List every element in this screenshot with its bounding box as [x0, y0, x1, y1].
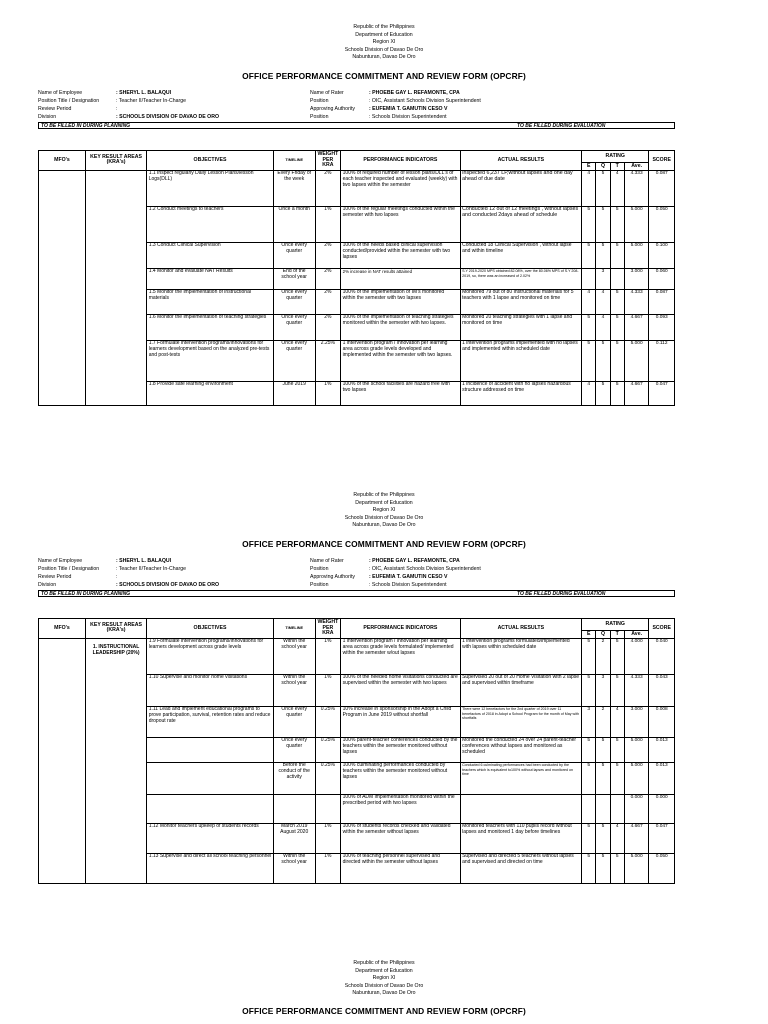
col-e: E [582, 163, 596, 171]
table-row [39, 170, 675, 206]
timeline-cell: Within the school year [273, 853, 315, 883]
result-cell: Conducted 6 culminating performances had been conducted by the teachers which is equivalent to100% without lapses and monitored on time [460, 762, 581, 794]
weight-cell: 2% [315, 268, 341, 289]
position-value: : Teacher II/Teacher In-Charge [116, 565, 186, 572]
period-label: Review Period [38, 573, 72, 580]
result-cell: Monitored 79 out of 80 Instructional materials for 5 teachers with 1 lapse and monitored on time [460, 289, 581, 314]
result-cell [460, 794, 581, 823]
timeline-cell: Before the conduct of the activity [273, 762, 315, 794]
opcrf-table-2 [38, 618, 675, 884]
header-line: Department of Education [355, 967, 413, 974]
objective-cell: 1.5 Monitor the implementation of instructional materials [147, 289, 274, 314]
rater-name-value: : PHOEBE GAY L. REFAMONTE, CPA [369, 89, 460, 96]
employee-name-value: : SHERYL L. BALAQUI [116, 557, 172, 564]
header-line: Region XI [372, 975, 396, 982]
result-cell: Monitored 20 teaching strategies with 1 lapse and monitored on time [460, 314, 581, 340]
approving-value: : EUFEMIA T. GAMUTIN CESO V [369, 573, 448, 580]
weight-cell: 1% [315, 206, 341, 242]
kra-cell [85, 638, 146, 883]
rating-q-cell: 2 [596, 638, 610, 674]
result-cell: 1 intervention programs formulated/implemented with lapses within scheduled date [460, 638, 581, 674]
rating-q-cell: 4 [596, 289, 610, 314]
header-line: Department of Education [355, 499, 413, 506]
score-cell: 0.050 [649, 206, 675, 242]
rating-e-cell: 5 [582, 762, 596, 794]
col-ave: Ave. [624, 631, 649, 639]
rating-t-cell: 5 [610, 242, 624, 268]
col-weight: WEIGHT PER KRA [315, 151, 341, 171]
indicator-cell: 100% of required number of lesson plans/DLL's of each teacher inspected and evaluated (weekly) with two lapses within the semester [341, 170, 460, 206]
kra-cell [85, 170, 146, 405]
score-cell: 0.093 [649, 314, 675, 340]
indicator-cell: 100% of the needs based clinical supervision conducted/provided within the semester with two lapses [341, 242, 460, 268]
rating-q-cell: 5 [596, 381, 610, 405]
indicator-cell: 100% of the school facilities are hazard free with two lapses [341, 381, 460, 405]
weight-cell: 2.25% [315, 340, 341, 381]
page-header [0, 960, 768, 998]
result-cell: S.Y 2019-2020 MPS obtained 82.08%, over the 80.06% MPS of S.Y 208-2019, so, there was an increased of 2.02% [460, 268, 581, 289]
period-label: Review Period [38, 105, 72, 112]
header-line: Schools Division of Davao De Oro [344, 982, 424, 989]
form-title: OFFICE PERFORMANCE COMMITMENT AND REVIEW FORM (OPCRF) [242, 1005, 526, 1016]
indicator-cell: 100% of the implementation of teaching strategies monitored within the semester with two lapses. [341, 314, 460, 340]
header-line: Republic of the Philippines [353, 960, 415, 966]
rating-e-cell: 3 [582, 706, 596, 737]
rating-q-cell: 5 [596, 823, 610, 853]
header-line: Nabunturan, Davao De Oro [352, 990, 416, 997]
planning-evaluation-bar [38, 122, 675, 129]
rating-t-cell: 5 [610, 638, 624, 674]
objective-cell: 1.9 Formulate intervention programs/innovations for learners development across grade levels [147, 638, 274, 674]
indicator-cell: 100% of students records checked and validated within the semester without lapses [341, 823, 460, 853]
header-line: Department of Education [355, 31, 413, 38]
rating-ave-cell: 5.000 [624, 340, 649, 381]
rating-q-cell: 4 [596, 314, 610, 340]
timeline-cell: Once every quarter [273, 289, 315, 314]
rating-t-cell: 5 [610, 737, 624, 762]
rating-t-cell: 5 [610, 853, 624, 883]
indicator-cell: 100% of teaching personnel supervised and directed within the semester without lapses [341, 853, 460, 883]
col-results: ACTUAL RESULTS [460, 151, 581, 171]
col-q: Q [596, 163, 610, 171]
rater-name-label: Name of Rater [310, 557, 344, 564]
form-page-1 [0, 24, 768, 134]
timeline-cell: Once every quarter [273, 737, 315, 762]
col-t: T [610, 631, 624, 639]
header-line: Nabunturan, Davao De Oro [352, 522, 416, 529]
rating-t-cell: 5 [610, 381, 624, 405]
table-2-body [39, 638, 675, 883]
weight-cell: 2% [315, 170, 341, 206]
result-cell: Inspected 6,237 LP,without lapses and one day ahead of due date [460, 170, 581, 206]
rating-q-cell: 5 [596, 170, 610, 206]
rating-ave-cell: 4.667 [624, 314, 649, 340]
rating-t-cell: 5 [610, 674, 624, 706]
rating-t-cell: 4 [610, 170, 624, 206]
rater-position-value: : OIC, Assistant Schools Division Superintendent [369, 565, 481, 572]
evaluation-label: TO BE FILLED DURING EVALUATION [517, 122, 606, 129]
score-cell: 0.040 [649, 638, 675, 674]
objective-cell: 1.8 Provide safe learning environment [147, 381, 274, 405]
form-title: OFFICE PERFORMANCE COMMITMENT AND REVIEW FORM (OPCRF) [242, 70, 526, 81]
rating-e-cell [582, 268, 596, 289]
rating-e-cell: 4 [582, 170, 596, 206]
timeline-cell: Once every quarter [273, 314, 315, 340]
timeline-cell: Within the school year [273, 638, 315, 674]
rating-ave-cell: 5.000 [624, 206, 649, 242]
rating-t-cell: 5 [610, 762, 624, 794]
rating-e-cell: 5 [582, 674, 596, 706]
col-rating: RATING [582, 619, 649, 631]
rating-ave-cell: 4.000 [624, 638, 649, 674]
col-kra: KEY RESULT AREAS (KRA's) [85, 619, 146, 639]
col-mfo: MFO's [39, 151, 86, 171]
employee-name-label: Name of Employee [38, 557, 83, 564]
division-label: Division [38, 581, 57, 588]
rating-e-cell: 5 [582, 340, 596, 381]
col-objectives: OBJECTIVES [147, 151, 274, 171]
indicator-cell: 2% increase in NAT results attained [341, 268, 460, 289]
timeline-cell: Once a month [273, 206, 315, 242]
rating-q-cell: 5 [596, 762, 610, 794]
planning-evaluation-bar [38, 590, 675, 597]
rating-q-cell: 5 [596, 853, 610, 883]
col-timeline: TIMELINE [273, 619, 315, 639]
rating-q-cell: 3 [596, 674, 610, 706]
score-cell: 0.112 [649, 340, 675, 381]
rating-e-cell: 4 [582, 289, 596, 314]
header-line: Region XI [372, 39, 396, 46]
objective-cell [147, 794, 274, 823]
timeline-cell: Once every quarter [273, 242, 315, 268]
objective-cell: 1.3 Conduct Clinical Supervision [147, 242, 274, 268]
rating-ave-cell: 5.000 [624, 242, 649, 268]
indicator-cell: 100% of the needed home visitations conducted are supervised within the semester with two lapses [341, 674, 460, 706]
form-title: OFFICE PERFORMANCE COMMITMENT AND REVIEW FORM (OPCRF) [242, 538, 526, 549]
col-t: T [610, 163, 624, 171]
planning-label: TO BE FILLED IN DURING PLANNING [41, 590, 131, 597]
timeline-cell: Within the school year [273, 674, 315, 706]
rating-e-cell: 5 [582, 206, 596, 242]
objective-cell: 1.6 Monitor the implementation of teaching strategies [147, 314, 274, 340]
weight-cell: 2% [315, 289, 341, 314]
timeline-cell [273, 794, 315, 823]
rating-t-cell: 4 [610, 823, 624, 853]
timeline-cell: Once every quarter [273, 706, 315, 737]
rating-e-cell: 5 [582, 823, 596, 853]
score-cell: 0.060 [649, 268, 675, 289]
result-cell: Conducted 18 Clinical Supervision , without lapse and within timeline [460, 242, 581, 268]
rating-e-cell: 5 [582, 638, 596, 674]
weight-cell: 1% [315, 638, 341, 674]
weight-cell: 0.25% [315, 737, 341, 762]
rating-q-cell: 5 [596, 340, 610, 381]
weight-cell: 2% [315, 242, 341, 268]
rating-e-cell: 5 [582, 314, 596, 340]
indicator-cell: 100% parent-teacher conferences conducted by the teachers within the semester monitored without lapses [341, 737, 460, 762]
rater-name-label: Name of Rater [310, 89, 344, 96]
rating-e-cell [582, 794, 596, 823]
objective-cell: 1.12 Monitor teachers upkeep of students records [147, 823, 274, 853]
rating-t-cell: 5 [610, 206, 624, 242]
weight-cell: 1% [315, 381, 341, 405]
rating-ave-cell: 4.667 [624, 381, 649, 405]
objective-cell: 1.1 Inspect regularly Daily Lesson Plans/lesson Logs(DLL) [147, 170, 274, 206]
rating-q-cell: 5 [596, 242, 610, 268]
rating-t-cell: 5 [610, 289, 624, 314]
rater-position-label: Position [310, 97, 329, 104]
objective-cell: 1.7 Formulate intervention programs/innovations for learners development based on the analyzed pre-tests and post-tests [147, 340, 274, 381]
indicator-cell: 100% of the implementation of IM's monitored within the semester with two lapses [341, 289, 460, 314]
col-score: SCORE [649, 151, 675, 171]
rating-e-cell: 5 [582, 853, 596, 883]
form-page-2 [0, 492, 768, 602]
objective-cell: 1.10 Supervise and monitor home visitations [147, 674, 274, 706]
result-cell: 1 incidence of accident with no lapses hazardous structure addressed on time [460, 381, 581, 405]
approving-label: Approving Authority [310, 105, 355, 112]
rater-position-label: Position [310, 565, 329, 572]
indicator-cell: 1 intervention program / innovation per learning area across grade levels developed and implemented within the semester with two lapses. [341, 340, 460, 381]
kra-label: 1. INSTRUCTIONAL LEADERSHIP (20%) [92, 644, 140, 657]
rating-t-cell: 5 [610, 340, 624, 381]
col-timeline: TIMELINE [273, 151, 315, 171]
timeline-cell: End of the school year [273, 268, 315, 289]
approving-position-label: Position [310, 581, 329, 588]
rater-name-value: : PHOEBE GAY L. REFAMONTE, CPA [369, 557, 460, 564]
objective-cell: 1.2 Conduct meetings to teachers [147, 206, 274, 242]
header-line: Region XI [372, 507, 396, 514]
indicator-cell: 10% increase in sponsorship in the Adopt a Child Program in June 2019 without shortfall [341, 706, 460, 737]
col-objectives: OBJECTIVES [147, 619, 274, 639]
col-score: SCORE [649, 619, 675, 639]
opcrf-table-1 [38, 150, 675, 406]
approving-value: : EUFEMIA T. GAMUTIN CESO V [369, 105, 448, 112]
indicator-cell: 100% culminating performances conducted by teachers within the semester monitored without lapses [341, 762, 460, 794]
objective-cell: 1.13 Supervise and direct all school teaching personnel [147, 853, 274, 883]
rating-q-cell: 2 [596, 706, 610, 737]
rating-ave-cell: 4.333 [624, 289, 649, 314]
evaluation-label: TO BE FILLED DURING EVALUATION [517, 590, 606, 597]
approving-position-label: Position [310, 113, 329, 120]
rating-ave-cell: 3.000 [624, 706, 649, 737]
result-cell: Monitored the conducted 24 over 24 parent-teacher conferences without lapses and monitored as scheduled [460, 737, 581, 762]
employee-name-label: Name of Employee [38, 89, 83, 96]
score-cell: 0.000 [649, 794, 675, 823]
weight-cell: 1% [315, 674, 341, 706]
rater-position-value: : OIC, Assistant Schools Division Superintendent [369, 97, 481, 104]
position-label: Position Title / Designation [38, 565, 100, 572]
page-header [0, 24, 768, 62]
weight-cell: 1% [315, 823, 341, 853]
result-cell: Monitored teachers with 110 pupils record without lapses and monitored 1 day before timelines [460, 823, 581, 853]
rating-q-cell: 3 [596, 268, 610, 289]
timeline-cell: Once every quarter [273, 340, 315, 381]
col-mfo: MFO's [39, 619, 86, 639]
result-cell: Supervised 20 out of 20 Home Visitation with 2 lapse and supervised within timeframe [460, 674, 581, 706]
form-page-3 [0, 960, 768, 1016]
timeline-cell: June 2019 [273, 381, 315, 405]
rating-q-cell [596, 794, 610, 823]
rating-ave-cell: 4.333 [624, 170, 649, 206]
score-cell: 0.050 [649, 853, 675, 883]
col-rating: RATING [582, 151, 649, 163]
rating-ave-cell: 4.667 [624, 823, 649, 853]
score-cell: 0.043 [649, 674, 675, 706]
indicator-cell: 1 intervention program / innovation per learning area across grade levels formulated/ implemented within the semester w/out lapses [341, 638, 460, 674]
weight-cell: 1% [315, 853, 341, 883]
score-cell: 0.047 [649, 823, 675, 853]
employee-info [0, 558, 768, 602]
col-weight: WEIGHT PER KRA [315, 619, 341, 639]
page-header [0, 492, 768, 530]
table-1-body [39, 170, 675, 405]
period-value: : [116, 573, 118, 580]
employee-info [0, 90, 768, 134]
objective-cell [147, 762, 274, 794]
col-ave: Ave. [624, 163, 649, 171]
result-cell: There were 12 benefactors for the 2nd quarter of 2019 over 11 benefactors of 2018 in Adopt a School Program for the month of May with shortfalls [460, 706, 581, 737]
rating-t-cell [610, 794, 624, 823]
header-line: Republic of the Philippines [353, 24, 415, 30]
approving-position-value: : Schools Division Superintendent [369, 581, 447, 588]
timeline-cell: March 2019 August 2020 [273, 823, 315, 853]
score-cell: 0.047 [649, 381, 675, 405]
planning-label: TO BE FILLED IN DURING PLANNING [41, 122, 131, 129]
result-cell: Conducted 12 out of 12 meetings , without lapses and conducted 2days ahead of schedule [460, 206, 581, 242]
score-cell: 0.008 [649, 706, 675, 737]
rating-t-cell [610, 268, 624, 289]
rating-ave-cell: 0.000 [624, 794, 649, 823]
mfo-cell [39, 638, 86, 883]
score-cell: 0.087 [649, 289, 675, 314]
header-line: Schools Division of Davao De Oro [344, 46, 424, 53]
col-indicators: PERFORMANCE INDICATORS [341, 619, 460, 639]
rating-ave-cell: 5.000 [624, 762, 649, 794]
score-cell: 0.013 [649, 737, 675, 762]
employee-name-value: : SHERYL L. BALAQUI [116, 89, 172, 96]
rating-e-cell: 5 [582, 242, 596, 268]
col-e: E [582, 631, 596, 639]
header-line: Schools Division of Davao De Oro [344, 514, 424, 521]
position-value: : Teacher II/Teacher In-Charge [116, 97, 186, 104]
division-value: : SCHOOLS DIVISION OF DAVAO DE ORO [116, 581, 219, 588]
rating-e-cell: 4 [582, 381, 596, 405]
result-cell: Supervised and directed 5 teachers without lapses and supervised and directed on time [460, 853, 581, 883]
rating-t-cell: 5 [610, 314, 624, 340]
weight-cell: 0.25% [315, 706, 341, 737]
result-cell: 1 intervention programs implemented with no lapses and implemented within scheduled date [460, 340, 581, 381]
rating-e-cell: 5 [582, 737, 596, 762]
col-q: Q [596, 631, 610, 639]
weight-cell: 0.25% [315, 762, 341, 794]
division-value: : SCHOOLS DIVISION OF DAVAO DE ORO [116, 113, 219, 120]
period-value: : [116, 105, 118, 112]
col-results: ACTUAL RESULTS [460, 619, 581, 639]
rating-ave-cell: 3.000 [624, 268, 649, 289]
weight-cell [315, 794, 341, 823]
division-label: Division [38, 113, 57, 120]
objective-cell [147, 737, 274, 762]
objective-cell: 1.4 Monitor and evaluate NAT Results [147, 268, 274, 289]
approving-label: Approving Authority [310, 573, 355, 580]
header-line: Republic of the Philippines [353, 492, 415, 498]
objective-cell: 1.11 Lead and implement educational programs to prove participation, survival, retention rates and reduce dropout rate [147, 706, 274, 737]
approving-position-value: : Schools Division Superintendent [369, 113, 447, 120]
weight-cell: 2% [315, 314, 341, 340]
rating-q-cell: 5 [596, 206, 610, 242]
timeline-cell: Every Friday of the week [273, 170, 315, 206]
col-indicators: PERFORMANCE INDICATORS [341, 151, 460, 171]
score-cell: 0.013 [649, 762, 675, 794]
indicator-cell: 100% of the regular meetings conducted within the semester with two lapses [341, 206, 460, 242]
rating-t-cell: 4 [610, 706, 624, 737]
table-row [39, 638, 675, 674]
indicator-cell: 100% of ADM implementation monitored within the prescribed period with two lapses [341, 794, 460, 823]
col-kra: KEY RESULT AREAS (KRA's) [85, 151, 146, 171]
header-line: Nabunturan, Davao De Oro [352, 54, 416, 61]
rating-q-cell: 5 [596, 737, 610, 762]
rating-ave-cell: 5.000 [624, 853, 649, 883]
mfo-cell [39, 170, 86, 405]
score-cell: 0.100 [649, 242, 675, 268]
score-cell: 0.087 [649, 170, 675, 206]
rating-ave-cell: 5.000 [624, 737, 649, 762]
position-label: Position Title / Designation [38, 97, 100, 104]
rating-ave-cell: 4.333 [624, 674, 649, 706]
